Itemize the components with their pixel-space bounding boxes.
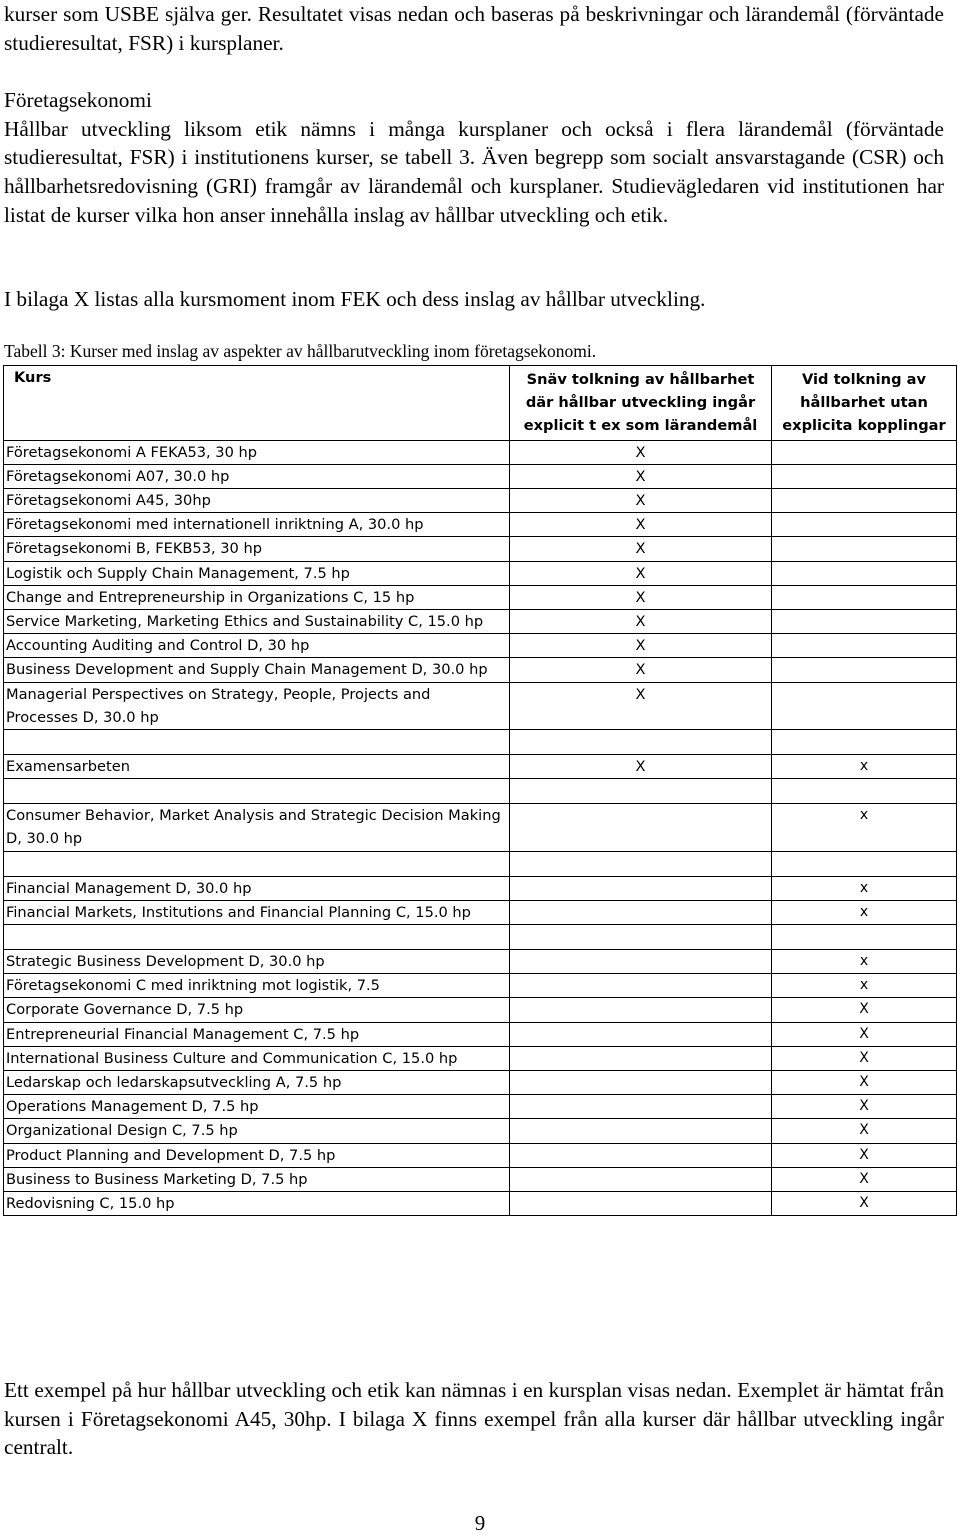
broad-mark-cell: X [772, 1095, 957, 1119]
intro-text: kurser som USBE själva ger. Resultatet visas nedan och baseras på beskrivningar och lärandemål (förväntade studieresultat, FSR) i kursplaner. [4, 2, 944, 55]
narrow-mark-cell [510, 1119, 772, 1143]
courses-table [3, 365, 957, 1216]
broad-mark-cell [772, 634, 957, 658]
narrow-mark-cell: X [510, 489, 772, 513]
table-row [4, 974, 957, 998]
broad-mark-cell: x [772, 876, 957, 900]
narrow-mark-cell [510, 1167, 772, 1191]
course-cell: Operations Management D, 7.5 hp [4, 1095, 510, 1119]
table-spacer-cell [4, 851, 510, 876]
table-header-row [4, 366, 957, 441]
narrow-mark-cell [510, 900, 772, 924]
narrow-mark-cell [510, 804, 772, 851]
course-cell: Consumer Behavior, Market Analysis and Strategic Decision Making D, 30.0 hp [4, 804, 510, 851]
broad-mark-cell [772, 585, 957, 609]
broad-mark-cell: x [772, 755, 957, 779]
narrow-mark-cell: X [510, 610, 772, 634]
table-row [4, 1119, 957, 1143]
broad-mark-cell [772, 464, 957, 488]
table-caption: Tabell 3: Kurser med inslag av aspekter av hållbarutveckling inom företagsekonomi. [4, 341, 597, 361]
broad-mark-cell: X [772, 1046, 957, 1070]
section-heading: Företagsekonomi [4, 88, 152, 112]
broad-mark-cell [772, 537, 957, 561]
course-cell: Product Planning and Development D, 7.5 hp [4, 1143, 510, 1167]
table-spacer-row [4, 779, 957, 804]
course-cell: Strategic Business Development D, 30.0 hp [4, 950, 510, 974]
course-cell: Change and Entrepreneurship in Organizations C, 15 hp [4, 585, 510, 609]
broad-mark-cell: x [772, 804, 957, 851]
broad-mark-cell: x [772, 974, 957, 998]
narrow-mark-cell: X [510, 464, 772, 488]
table-row [4, 1022, 957, 1046]
appendix-note [4, 285, 944, 314]
table-spacer-cell [772, 851, 957, 876]
broad-mark-cell [772, 682, 957, 729]
narrow-mark-cell: X [510, 561, 772, 585]
table-row [4, 900, 957, 924]
table-row [4, 658, 957, 682]
header-broad: Vid tolkning av hållbarhet utan explicita kopplingar [772, 366, 957, 441]
table-row [4, 513, 957, 537]
narrow-mark-cell [510, 1143, 772, 1167]
course-cell: Företagsekonomi med internationell inriktning A, 30.0 hp [4, 513, 510, 537]
course-cell: Entrepreneurial Financial Management C, 7.5 hp [4, 1022, 510, 1046]
table-row [4, 998, 957, 1022]
table-row [4, 1143, 957, 1167]
broad-mark-cell: X [772, 1022, 957, 1046]
course-cell: Företagsekonomi A07, 30.0 hp [4, 464, 510, 488]
course-cell: Företagsekonomi A FEKA53, 30 hp [4, 440, 510, 464]
table-row [4, 585, 957, 609]
course-cell: International Business Culture and Communication C, 15.0 hp [4, 1046, 510, 1070]
table-row [4, 537, 957, 561]
table-row [4, 1071, 957, 1095]
course-cell: Logistik och Supply Chain Management, 7.5 hp [4, 561, 510, 585]
table-row [4, 489, 957, 513]
closing-paragraph: Ett exempel på hur hållbar utveckling och etik kan nämnas i en kursplan visas nedan. Exemplet är hämtat från kursen i Företagsekonomi A45, 30hp. I bilaga X finns exempel från alla kurser där hållbar utveckling ingår centralt. [4, 1378, 944, 1460]
broad-mark-cell [772, 561, 957, 585]
table-spacer-row [4, 925, 957, 950]
broad-mark-cell [772, 513, 957, 537]
narrow-mark-cell: X [510, 585, 772, 609]
table-spacer-cell [4, 730, 510, 755]
narrow-mark-cell [510, 974, 772, 998]
table-row [4, 876, 957, 900]
table-row [4, 1192, 957, 1216]
table-row [4, 1046, 957, 1070]
table-row [4, 950, 957, 974]
table-row [4, 440, 957, 464]
page-number: 9 [474, 1511, 486, 1535]
narrow-mark-cell: X [510, 755, 772, 779]
table-spacer-cell [772, 925, 957, 950]
table-row [4, 610, 957, 634]
course-cell: Företagsekonomi B, FEKB53, 30 hp [4, 537, 510, 561]
broad-mark-cell: X [772, 1192, 957, 1216]
narrow-mark-cell: X [510, 513, 772, 537]
broad-mark-cell [772, 489, 957, 513]
broad-mark-cell [772, 658, 957, 682]
course-cell: Business to Business Marketing D, 7.5 hp [4, 1167, 510, 1191]
broad-mark-cell: X [772, 1119, 957, 1143]
narrow-mark-cell: X [510, 682, 772, 729]
table-spacer-cell [510, 925, 772, 950]
broad-mark-cell: x [772, 900, 957, 924]
narrow-mark-cell [510, 1192, 772, 1216]
table-spacer-cell [510, 730, 772, 755]
course-cell: Financial Markets, Institutions and Financial Planning C, 15.0 hp [4, 900, 510, 924]
section-body: Hållbar utveckling liksom etik nämns i många kursplaner och också i flera lärandemål (förväntade studieresultat, FSR) i institutionens kurser, se tabell 3. Även begrepp som socialt ansvarstagande (CSR) och hållbarhetsredovisning (GRI) framgår av lärandemål och kursplaner. Studievägledaren vid institutionen har listat de kurser vilka hon anser innehålla inslag av hållbar utveckling och etik. [4, 116, 944, 227]
course-cell: Business Development and Supply Chain Management D, 30.0 hp [4, 658, 510, 682]
table-spacer-cell [510, 779, 772, 804]
course-cell: Redovisning C, 15.0 hp [4, 1192, 510, 1216]
section-block [4, 86, 944, 230]
narrow-mark-cell: X [510, 634, 772, 658]
table-spacer-cell [510, 851, 772, 876]
table-row [4, 682, 957, 729]
table-spacer-row [4, 730, 957, 755]
courses-table-body [4, 366, 957, 1216]
course-cell: Managerial Perspectives on Strategy, People, Projects and Processes D, 30.0 hp [4, 682, 510, 729]
narrow-mark-cell [510, 1095, 772, 1119]
course-cell: Examensarbeten [4, 755, 510, 779]
broad-mark-cell: X [772, 998, 957, 1022]
broad-mark-cell: x [772, 950, 957, 974]
narrow-mark-cell [510, 1022, 772, 1046]
table-row [4, 464, 957, 488]
appendix-note-text: I bilaga X listas alla kursmoment inom FEK och dess inslag av hållbar utveckling. [4, 287, 706, 311]
course-cell: Företagsekonomi C med inriktning mot logistik, 7.5 [4, 974, 510, 998]
narrow-mark-cell [510, 876, 772, 900]
course-cell: Accounting Auditing and Control D, 30 hp [4, 634, 510, 658]
course-cell: Financial Management D, 30.0 hp [4, 876, 510, 900]
broad-mark-cell: X [772, 1167, 957, 1191]
narrow-mark-cell [510, 998, 772, 1022]
course-cell: Corporate Governance D, 7.5 hp [4, 998, 510, 1022]
table-row [4, 1167, 957, 1191]
table-spacer-cell [4, 925, 510, 950]
narrow-mark-cell [510, 950, 772, 974]
table-row [4, 1095, 957, 1119]
table-spacer-cell [4, 779, 510, 804]
narrow-mark-cell: X [510, 440, 772, 464]
table-spacer-cell [772, 779, 957, 804]
narrow-mark-cell: X [510, 537, 772, 561]
intro-paragraph [4, 0, 944, 57]
table-spacer-cell [772, 730, 957, 755]
course-cell: Företagsekonomi A45, 30hp [4, 489, 510, 513]
table-row [4, 755, 957, 779]
broad-mark-cell [772, 610, 957, 634]
table-row [4, 634, 957, 658]
course-cell: Organizational Design C, 7.5 hp [4, 1119, 510, 1143]
table-row [4, 804, 957, 851]
course-cell: Service Marketing, Marketing Ethics and Sustainability C, 15.0 hp [4, 610, 510, 634]
header-course: Kurs [4, 366, 510, 441]
header-narrow: Snäv tolkning av hållbarhet där hållbar utveckling ingår explicit t ex som lärandemål [510, 366, 772, 441]
broad-mark-cell [772, 440, 957, 464]
narrow-mark-cell: X [510, 658, 772, 682]
broad-mark-cell: X [772, 1071, 957, 1095]
course-cell: Ledarskap och ledarskapsutveckling A, 7.5 hp [4, 1071, 510, 1095]
narrow-mark-cell [510, 1071, 772, 1095]
table-row [4, 561, 957, 585]
broad-mark-cell: X [772, 1143, 957, 1167]
table-spacer-row [4, 851, 957, 876]
narrow-mark-cell [510, 1046, 772, 1070]
